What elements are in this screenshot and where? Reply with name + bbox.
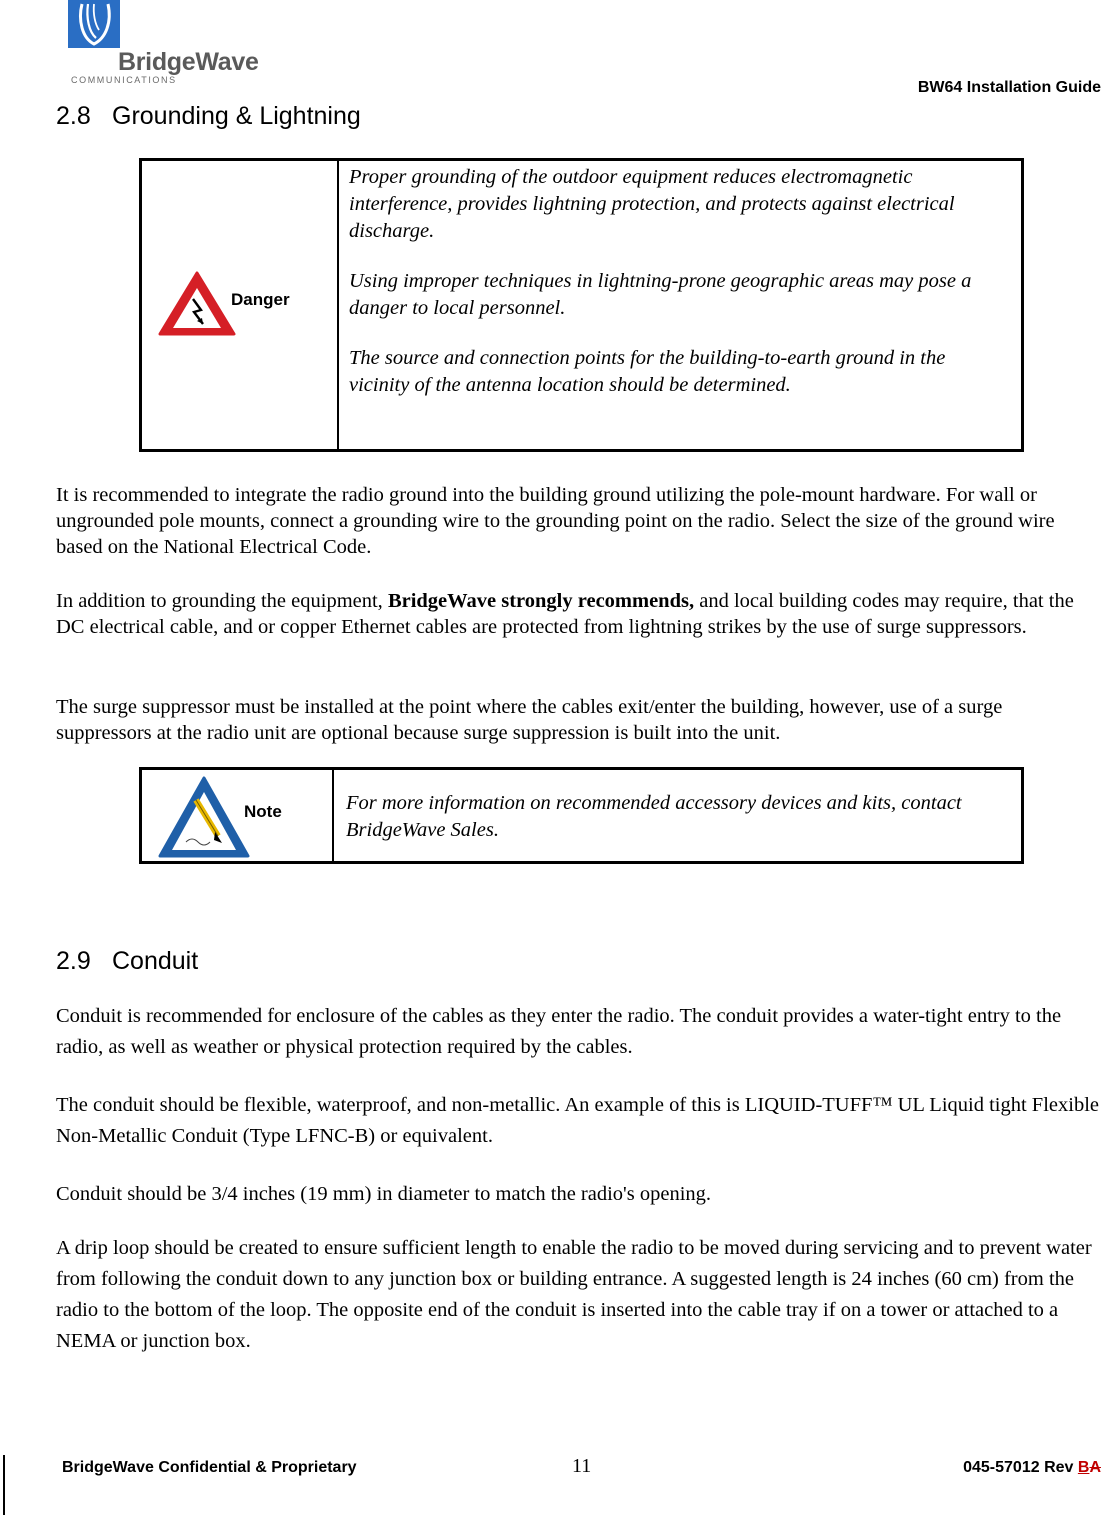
paragraph: Conduit is recommended for enclosure of the cables as they enter the radio. The conduit provides a water-tight entry to the radio, as well as weather or physical protection required by the cables. xyxy=(56,1005,1062,1058)
section-title: Conduit xyxy=(112,947,199,975)
bridgewave-logo-icon xyxy=(68,0,120,48)
revision-old: A xyxy=(1089,1459,1101,1476)
logo-subtitle: COMMUNICATIONS xyxy=(71,75,177,85)
paragraph: It is recommended to integrate the radio ground into the building ground utilizing the pole-mount hardware. For wall or ungrounded pole mounts, connect a grounding wire to the grounding point on the radio. Select the size of the ground wire based on the National Electrical Code. xyxy=(56,484,1055,558)
note-pencil-icon xyxy=(156,774,252,860)
danger-text-line: Proper grounding of the outdoor equipment reduces electromagnetic interference, provides lightning protection, and protects against electrical discharge. xyxy=(349,166,955,242)
paragraph: The surge suppressor must be installed at the point where the cables exit/enter the building, however, use of a surge suppressors at the radio unit are optional because surge suppression is built into the unit. xyxy=(56,696,1003,744)
note-icon-cell xyxy=(142,770,334,861)
note-label: Note xyxy=(244,802,282,821)
danger-text-line: Using improper techniques in lightning-prone geographic areas may pose a danger to local personnel. xyxy=(349,270,972,319)
danger-text-line: The source and connection points for the building-to-earth ground in the vicinity of the antenna location should be determined. xyxy=(349,347,946,396)
document-title: BW64 Installation Guide xyxy=(917,79,1101,96)
footer-doc-number xyxy=(963,1459,1101,1477)
danger-icon-cell xyxy=(142,161,339,449)
danger-label: Danger xyxy=(231,290,290,309)
page-number: 11 xyxy=(572,1455,592,1477)
paragraph-text: In addition to grounding the equipment, xyxy=(56,590,388,612)
section-heading-conduit xyxy=(56,947,198,976)
paragraph-text: and local building codes may require, that the DC electrical cable, and or copper Ethernet cables are protected from lightning strikes by the use of surge suppressors. xyxy=(56,590,1074,638)
section-number: 2.8 xyxy=(56,102,91,130)
paragraph: Conduit should be 3/4 inches (19 mm) in diameter to match the radio's opening. xyxy=(56,1183,712,1205)
logo-wordmark: BridgeWave xyxy=(118,48,259,76)
paragraph: A drip loop should be created to ensure sufficient length to enable the radio to be moved during servicing and to prevent water from following the conduit down to any junction box or building entrance. A suggested length is 24 inches (60 cm) from the radio to the bottom of the loop. The opposite end of the conduit is inserted into the cable tray if on a tower or attached to a NEMA or junction box. xyxy=(56,1237,1092,1352)
paragraph xyxy=(56,588,1101,640)
footer-confidential: BridgeWave Confidential & Proprietary xyxy=(62,1459,357,1476)
paragraph: The conduit should be flexible, waterproof, and non-metallic. An example of this is LIQUID-TUFF™ UL Liquid tight Flexible Non-Metallic Conduit (Type LFNC-B) or equivalent. xyxy=(56,1094,1099,1147)
section-heading-grounding xyxy=(56,102,361,131)
note-text: For more information on recommended accessory devices and kits, contact BridgeWave Sales. xyxy=(346,792,962,841)
section-number: 2.9 xyxy=(56,947,91,975)
danger-warning-icon xyxy=(157,269,237,337)
section-title: Grounding & Lightning xyxy=(112,102,361,130)
revision-new: B xyxy=(1077,1459,1090,1476)
danger-callout xyxy=(139,158,1024,452)
doc-number: 045-57012 Rev xyxy=(963,1459,1078,1476)
note-callout xyxy=(139,767,1024,864)
footer-change-bar xyxy=(3,1455,5,1515)
emphasis-text: BridgeWave strongly recommends, xyxy=(387,590,695,612)
danger-text xyxy=(339,161,1021,449)
